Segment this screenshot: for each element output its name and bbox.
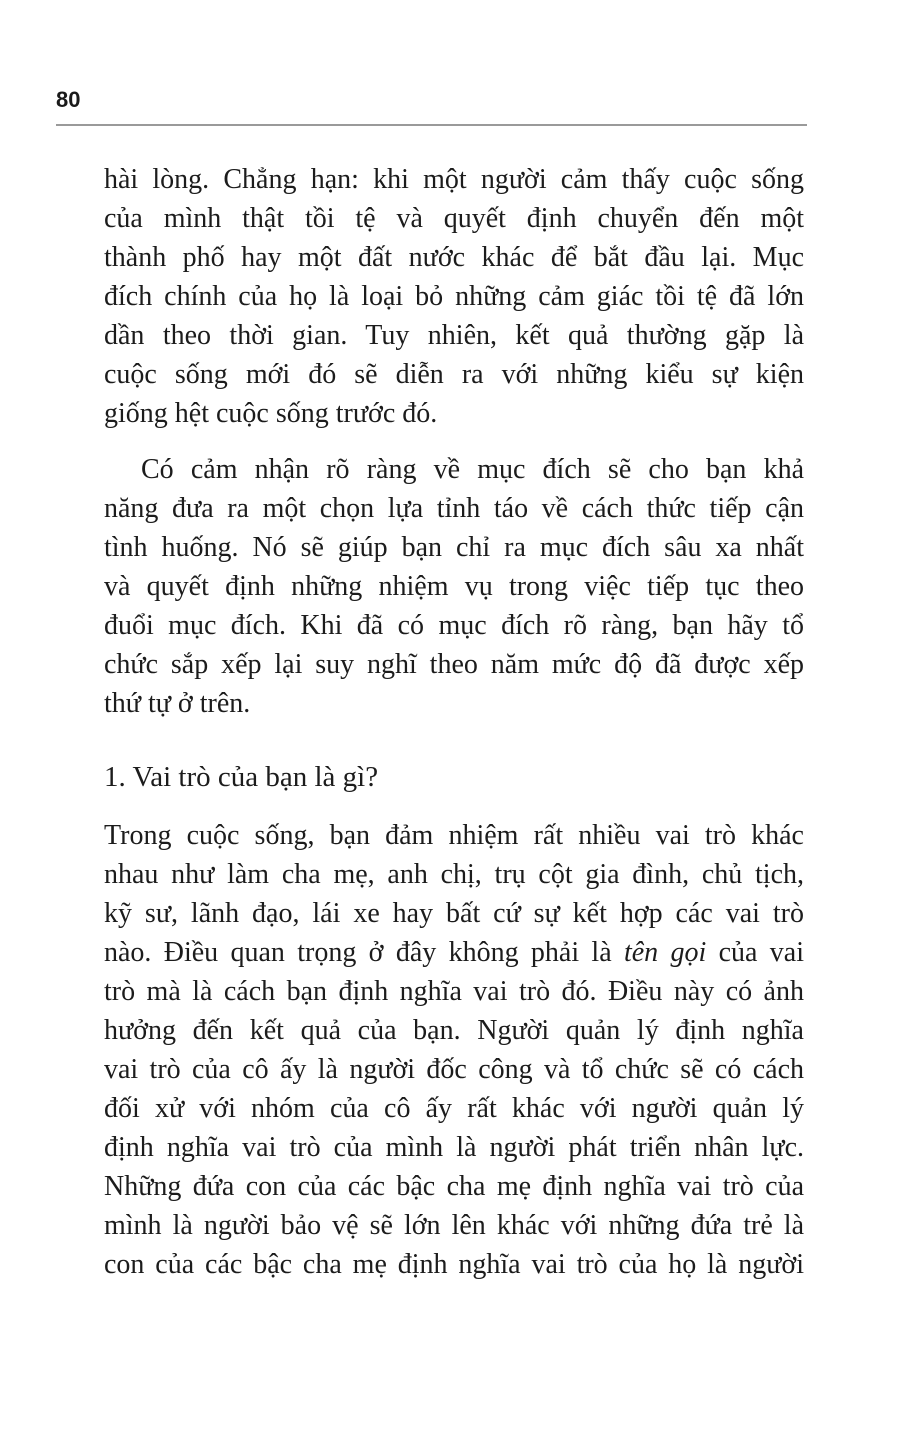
paragraph-1 bbox=[104, 160, 804, 433]
paragraph-1-line: thành phố hay một đất nước khác để bắt đầu lại. Mục bbox=[104, 242, 804, 273]
paragraph-3-line: vai trò của cô ấy là người đốc công và tổ chức sẽ có cách bbox=[104, 1054, 804, 1085]
paragraph-2-line: thứ tự ở trên. bbox=[104, 688, 251, 719]
paragraph-3-line: định nghĩa vai trò của mình là người phát triển nhân lực. bbox=[104, 1132, 804, 1163]
paragraph-2-line: và quyết định những nhiệm vụ trong việc tiếp tục theo bbox=[104, 571, 804, 602]
section-heading: 1. Vai trò của bạn là gì? bbox=[104, 761, 379, 793]
paragraph-3-line: nhau như làm cha mẹ, anh chị, trụ cột gia đình, chủ tịch, bbox=[104, 859, 804, 890]
paragraph-3-line: đối xử với nhóm của cô ấy rất khác với người quản lý bbox=[104, 1093, 804, 1124]
paragraph-3-line: mình là người bảo vệ sẽ lớn lên khác với những đứa trẻ là bbox=[104, 1210, 804, 1241]
paragraph-1-line: cuộc sống mới đó sẽ diễn ra với những kiểu sự kiện bbox=[104, 359, 804, 390]
header-rule bbox=[56, 124, 807, 126]
page-number: 80 bbox=[56, 87, 81, 112]
paragraph-2-line: đuổi mục đích. Khi đã có mục đích rõ ràng, bạn hãy tổ bbox=[104, 610, 804, 641]
paragraph-3-line: Trong cuộc sống, bạn đảm nhiệm rất nhiều vai trò khác bbox=[104, 820, 804, 851]
paragraph-3-line: kỹ sư, lãnh đạo, lái xe hay bất cứ sự kết hợp các vai trò bbox=[104, 898, 804, 929]
paragraph-3-line: trò mà là cách bạn định nghĩa vai trò đó. Điều này có ảnh bbox=[104, 976, 804, 1007]
paragraph-3-line: con của các bậc cha mẹ định nghĩa vai trò của họ là người bbox=[104, 1249, 804, 1280]
paragraph-2 bbox=[104, 450, 804, 723]
paragraph-1-line: đích chính của họ là loại bỏ những cảm giác tồi tệ đã lớn bbox=[104, 281, 804, 312]
paragraph-2-line: Có cảm nhận rõ ràng về mục đích sẽ cho bạn khả bbox=[141, 454, 804, 485]
paragraph-2-line: chức sắp xếp lại suy nghĩ theo năm mức độ đã được xếp bbox=[104, 649, 804, 680]
paragraph-1-line: hài lòng. Chẳng hạn: khi một người cảm thấy cuộc sống bbox=[104, 164, 804, 195]
paragraph-2-line: tình huống. Nó sẽ giúp bạn chỉ ra mục đích sâu xa nhất bbox=[104, 532, 804, 563]
paragraph-1-line: giống hệt cuộc sống trước đó. bbox=[104, 398, 438, 429]
text-segment: nào. Điều quan trọng ở đây không phải là bbox=[104, 937, 624, 968]
paragraph-3-line: hưởng đến kết quả của bạn. Người quản lý định nghĩa bbox=[104, 1015, 804, 1046]
page-content bbox=[104, 160, 804, 1284]
emphasized-term: tên gọi bbox=[623, 937, 707, 968]
paragraph-2-line: năng đưa ra một chọn lựa tỉnh táo về cách thức tiếp cận bbox=[104, 493, 804, 524]
paragraph-1-line: dần theo thời gian. Tuy nhiên, kết quả thường gặp là bbox=[104, 320, 804, 351]
text-segment: của vai bbox=[706, 937, 804, 968]
paragraph-3-line: Những đứa con của các bậc cha mẹ định nghĩa vai trò của bbox=[104, 1171, 804, 1202]
paragraph-3-line bbox=[104, 933, 804, 972]
paragraph-3 bbox=[104, 816, 804, 1284]
paragraph-1-line: của mình thật tồi tệ và quyết định chuyển đến một bbox=[104, 203, 804, 234]
